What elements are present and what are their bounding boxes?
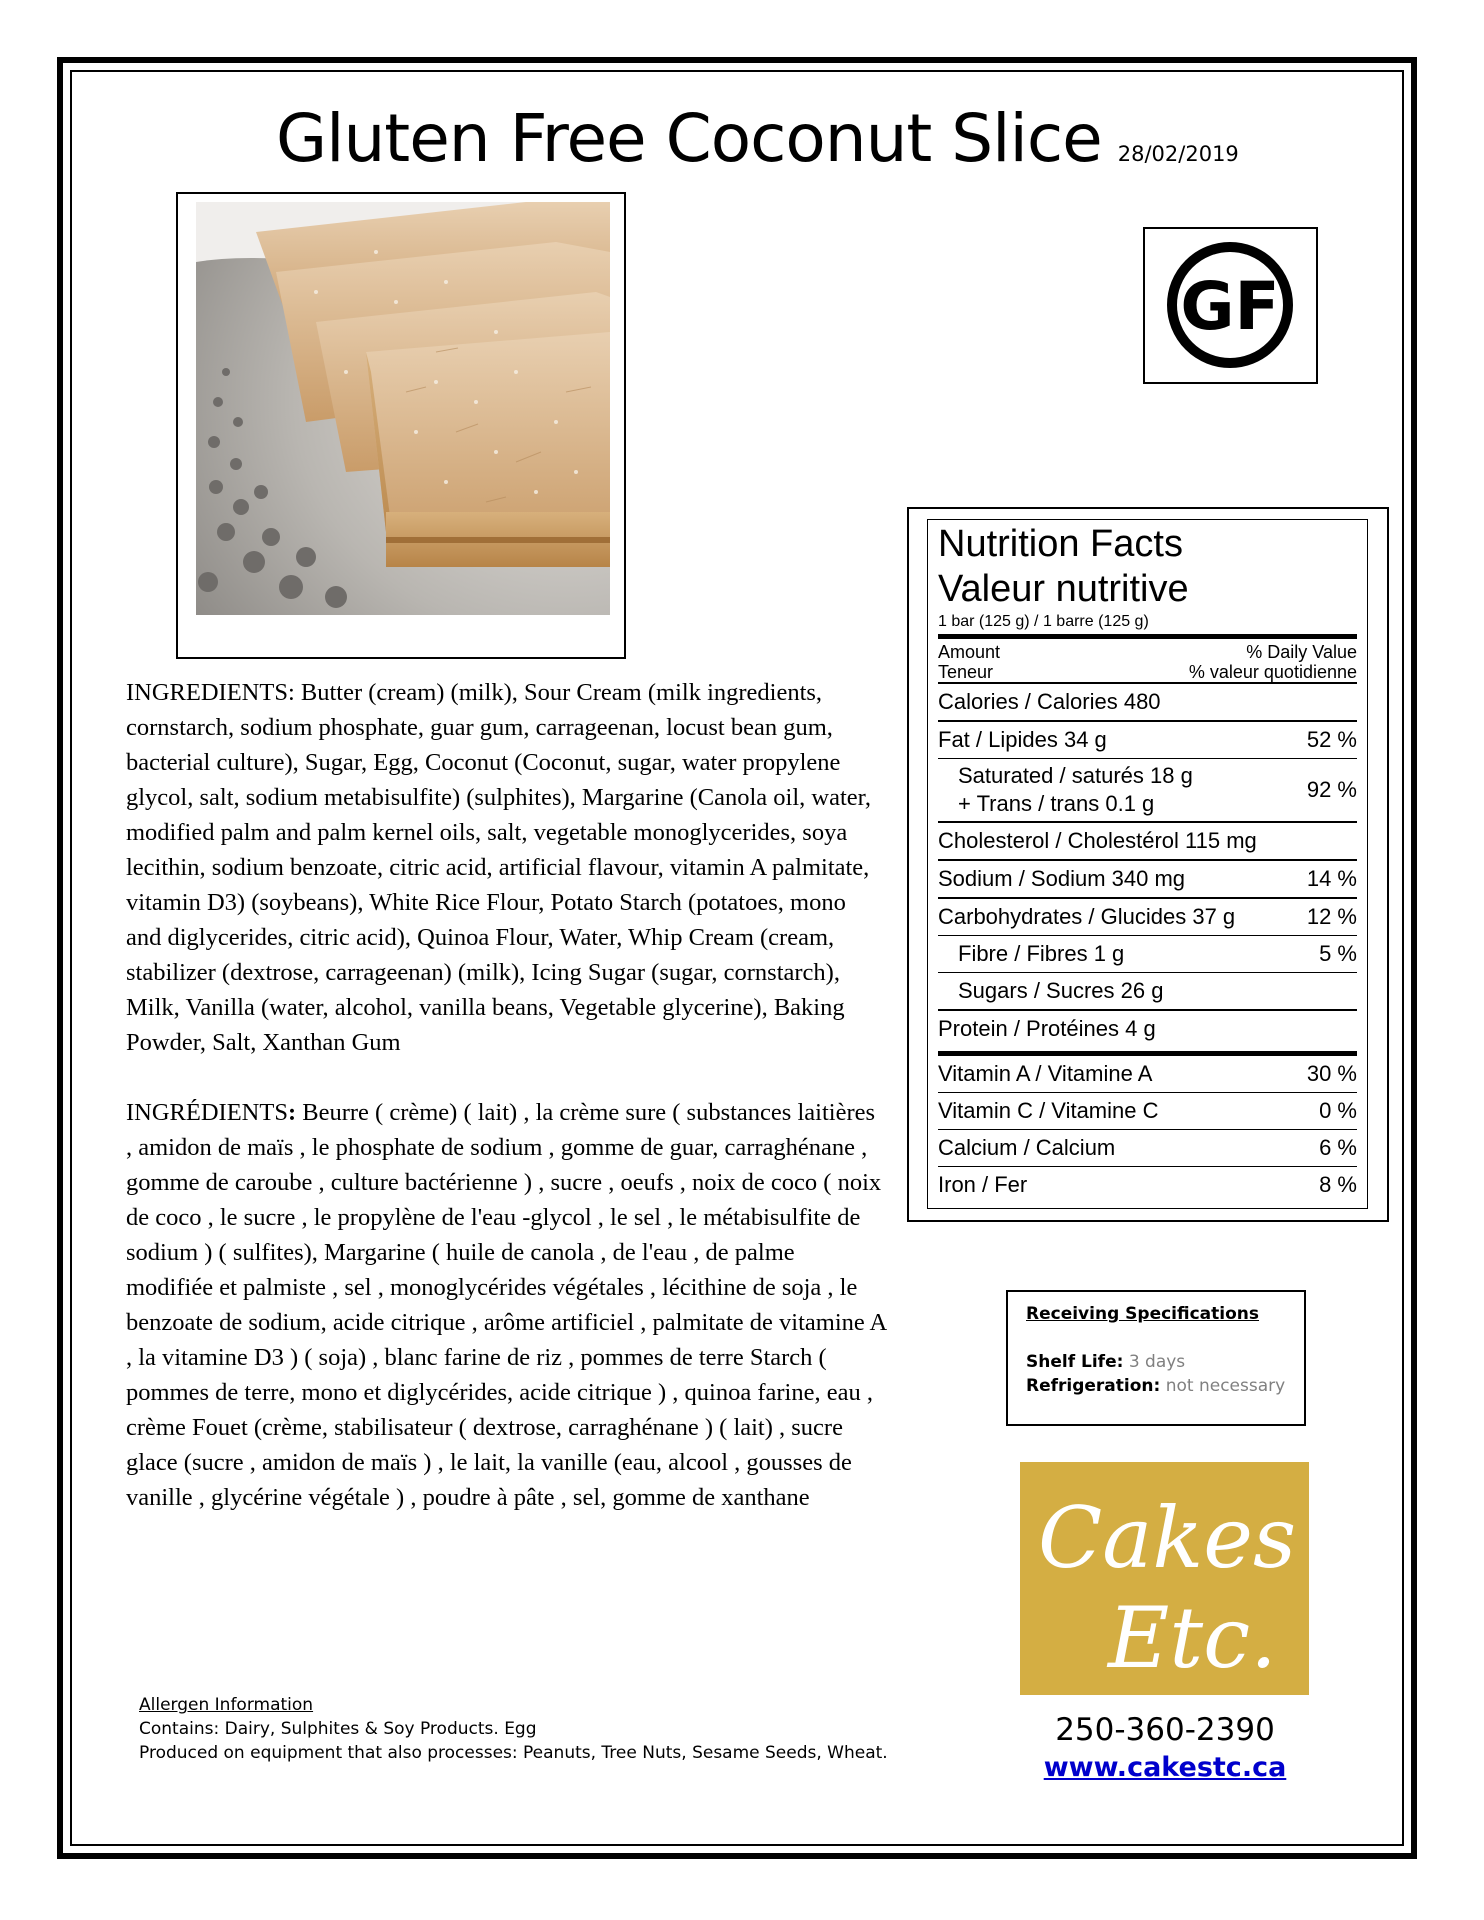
gluten-free-icon xyxy=(1145,229,1316,382)
daily-value-label-fr: % valeur quotidienne xyxy=(1188,662,1357,682)
header xyxy=(276,100,1239,177)
nutrition-row-calcium: Calcium / Calcium 6 % xyxy=(938,1129,1357,1166)
product-title: Gluten Free Coconut Slice xyxy=(276,100,1102,177)
amount-label-en: Amount xyxy=(938,642,1001,662)
nutrition-row-fibre: Fibre / Fibres 1 g 5 % xyxy=(938,935,1357,972)
nutrition-row-fat: Fat / Lipides 34 g 52 % xyxy=(938,720,1357,758)
document-date: 28/02/2019 xyxy=(1117,142,1239,166)
website-link[interactable]: www.cakestc.ca xyxy=(1043,1752,1287,1783)
ingredients-fr-text: Beurre ( crème) ( lait) , la crème sure ( substances laitières , amidon de maïs , le phosphate de sodium , gomme de guar, carraghénane , gomme de caroube , culture bactérienne ) , sucre , oeufs , noix de coco ( noix de coco , le sucre , le propylène de l'eau -glycol , le sel , le métabisulfite de sodium ) ( sulfites), Margarine ( huile de canola , de l'eau , de palme modifiée et palmiste , sel , monoglycérides végétales , lécithine de soja , le benzoate de sodium, acide citrique , arôme artificiel , palmitate de vitamine A , la vitamine D3 ) ( soja) , blanc farine de riz , pommes de terre Starch ( pommes de terre, mono et diglycérides, acide citrique ) , quinoa farine, eau , crème Fouet (crème, stabilisateur ( dextrose, carraghénane ) ( lait) , sucre glace (sucre , amidon de maïs ) , le lait, la vanille (eau, alcool , gousses de vanille , glycérine végétale ) , poudre à pâte , sel, gomme de xanthane xyxy=(126,1099,886,1511)
daily-value-label-en: % Daily Value xyxy=(1246,642,1357,662)
logo-text-line1: Cakes xyxy=(1038,1489,1297,1587)
nutrition-row-vitamin-c: Vitamin C / Vitamine C 0 % xyxy=(938,1092,1357,1129)
ingredients-fr xyxy=(126,1095,886,1515)
ingredients-section xyxy=(126,675,886,1550)
allergen-title: Allergen Information xyxy=(139,1695,314,1715)
refrigeration: Refrigeration: not necessary xyxy=(1026,1376,1286,1396)
allergen-produced: Produced on equipment that also processes: Peanuts, Tree Nuts, Sesame Seeds, Wheat. xyxy=(139,1743,888,1763)
ingredients-fr-label: INGRÉDIENTS xyxy=(126,1099,288,1126)
logo-text-line2: Etc. xyxy=(1108,1589,1277,1687)
ingredients-en xyxy=(126,675,886,1060)
nutrition-row-iron: Iron / Fer 8 % xyxy=(938,1166,1357,1203)
nutrition-row-sugars: Sugars / Sucres 26 g xyxy=(938,972,1357,1009)
gluten-free-badge xyxy=(1143,227,1318,384)
ingredients-en-label: INGREDIENTS: xyxy=(126,679,295,706)
nutrition-row-vitamin-a: Vitamin A / Vitamine A 30 % xyxy=(938,1061,1357,1086)
nutrition-row-sodium: Sodium / Sodium 340 mg 14 % xyxy=(938,859,1357,897)
product-photo xyxy=(196,202,610,615)
gf-badge-text: GF xyxy=(1180,268,1280,345)
allergen-contains: Contains: Dairy, Sulphites & Soy Products. Egg xyxy=(139,1719,537,1739)
nutrition-amount-header xyxy=(938,639,1357,682)
nutrition-row-calories: Calories / Calories 480 xyxy=(938,682,1357,720)
nutrition-title-fr: Valeur nutritive xyxy=(938,568,1189,610)
nutrition-row-carbohydrates: Carbohydrates / Glucides 37 g 12 % xyxy=(938,897,1357,935)
amount-label-fr: Teneur xyxy=(938,662,994,682)
ingredients-fr-colon: : xyxy=(287,1099,297,1126)
saturated-fat: Saturated / saturés 18 g xyxy=(958,763,1193,788)
nutrition-row-protein: Protein / Protéines 4 g xyxy=(938,1009,1357,1047)
trans-fat: + Trans / trans 0.1 g xyxy=(958,791,1155,816)
product-photo-frame xyxy=(176,192,626,659)
receiving-title: Receiving Specifications xyxy=(1026,1304,1260,1324)
serving-size: 1 bar (125 g) / 1 barre (125 g) xyxy=(938,613,1149,630)
cakes-etc-logo xyxy=(1020,1462,1309,1695)
nutrition-row-saturated-trans: Saturated / saturés 18 g + Trans / trans 0.1 g 92 % xyxy=(938,758,1357,821)
phone-number: 250-360-2390 xyxy=(1055,1712,1275,1748)
receiving-specifications xyxy=(1006,1290,1306,1426)
allergen-information xyxy=(139,1693,919,1765)
shelf-life: Shelf Life: 3 days xyxy=(1026,1352,1186,1372)
nutrition-row-cholesterol: Cholesterol / Cholestérol 115 mg xyxy=(938,821,1357,859)
ingredients-en-text: Butter (cream) (milk), Sour Cream (milk ingredients, cornstarch, sodium phosphate, guar gum, carrageenan, locust bean gum, bacterial culture), Sugar, Egg, Coconut (Coconut, sugar, water propylene glycol, salt, sodium metabisulfite) (sulphites), Margarine (Canola oil, water, modified palm and palm kernel oils, salt, vegetable monoglycerides, soya lecithin, sodium benzoate, citric acid, artificial flavour, vitamin A palmitate, vitamin D3) (soybeans), White Rice Flour, Potato Starch (potatoes, mono and diglycerides, citric acid), Quinoa Flour, Water, Whip Cream (cream, stabilizer (dextrose, carrageenan) (milk), Icing Sugar (sugar, cornstarch), Milk, Vanilla (water, alcohol, vanilla beans, Vegetable glycerine), Baking Powder, Salt, Xanthan Gum xyxy=(126,679,871,1056)
nutrition-facts-table xyxy=(927,519,1368,1209)
nutrition-title-en: Nutrition Facts xyxy=(938,523,1183,565)
